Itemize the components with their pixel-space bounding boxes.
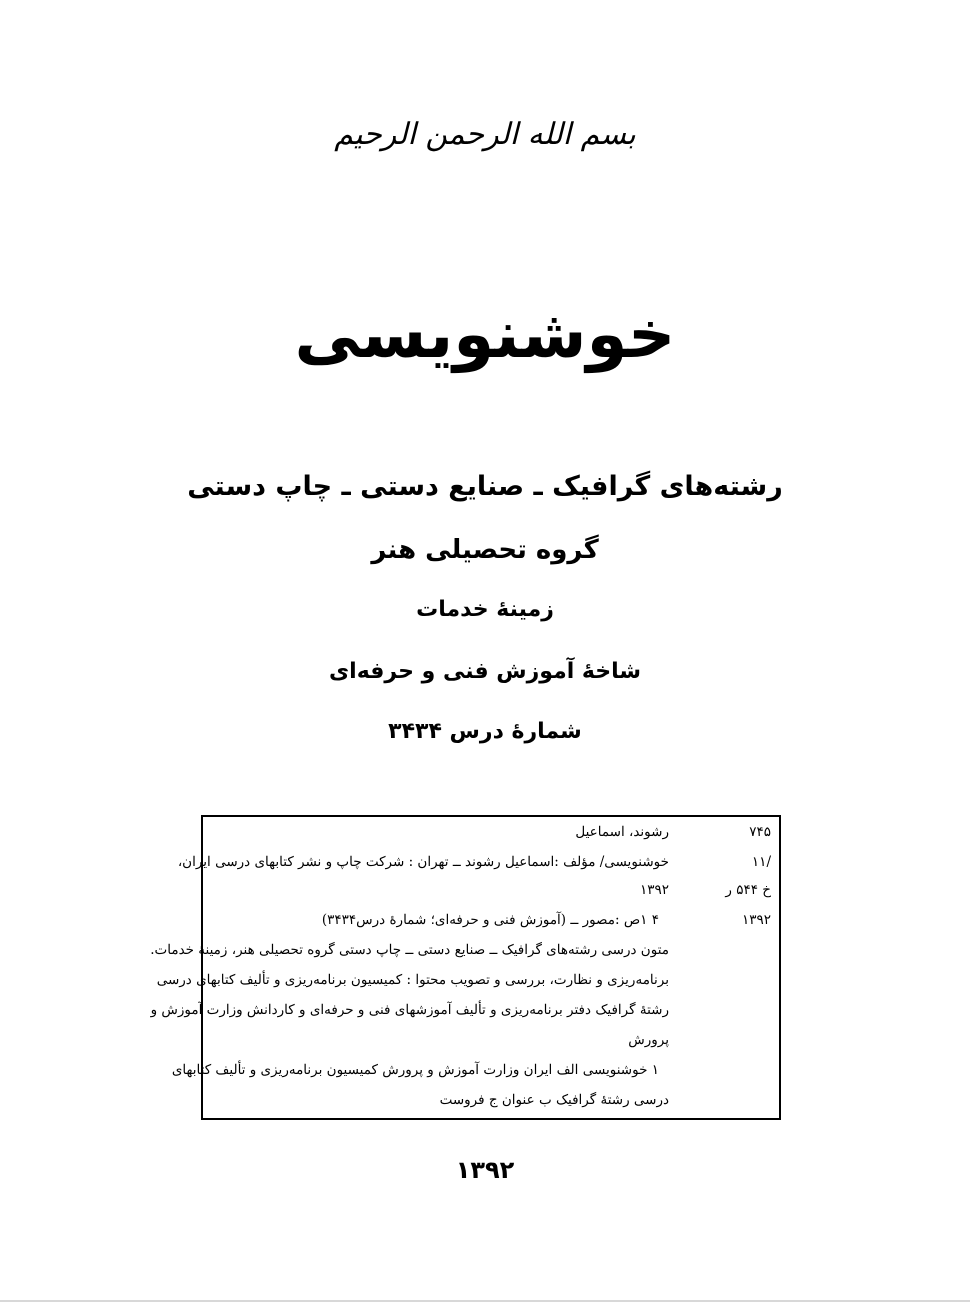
catalog-text: متون درسی رشته‌های گرافیک ــ صنایع دستی ــ چاپ دستی گروه تحصیلی هنر، زمینهٔ خدمات. — [150, 942, 669, 958]
catalog-code: /۱۱ — [751, 854, 771, 870]
catalog-row — [150, 995, 779, 1025]
subtitle-study-group: گروه تحصیلی هنر — [371, 535, 599, 565]
subtitle-course-number: شمارهٔ درس ۳۴۳۴ — [388, 719, 582, 744]
subtitle-branch: شاخهٔ آموزش فنی و حرفه‌ای — [328, 659, 642, 684]
catalog-row — [156, 965, 779, 995]
catalog-text: رشوند، اسماعیل — [575, 824, 669, 840]
book-title: خوشنویسی — [294, 296, 676, 373]
page-bottom-edge — [0, 1300, 970, 1302]
catalog-row — [203, 875, 779, 905]
catalog-row — [171, 1055, 779, 1085]
catalog-text: پرورش — [628, 1032, 669, 1048]
catalog-row — [203, 1025, 779, 1055]
catalog-text: ۴ ۱ص :مصور ــ (آموزش فنی و حرفه‌ای؛ شمارهٔ درس۳۴۳۴) — [321, 912, 659, 928]
catalog-row — [203, 905, 779, 935]
bismillah-calligraphy: بسم الله الرحمن الرحیم — [334, 117, 636, 152]
catalog-text: رشتهٔ گرافیک دفتر برنامه‌ریزی و تألیف آموزشهای فنی و حرفه‌ای و کاردانش وزارت آموزش و — [150, 1002, 669, 1018]
catalog-text: درسی رشتهٔ گرافیک ب عنوان ج فروست — [439, 1092, 669, 1108]
catalog-code: ۱۳۹۲ — [741, 912, 771, 928]
catalog-text: ۱۳۹۲ — [639, 882, 669, 898]
catalog-record-box — [150, 815, 781, 1120]
catalog-code: ۷۴۵ — [749, 824, 771, 840]
catalog-row — [203, 817, 779, 847]
catalog-code: خ ۵۴۴ ر — [725, 882, 771, 898]
subtitle-fields: رشته‌های گرافیک ـ صنایع دستی ـ چاپ دستی — [187, 471, 783, 502]
subtitle-area: زمینهٔ خدمات — [416, 597, 554, 622]
catalog-row — [177, 847, 779, 877]
catalog-text: ۱ خوشنویسی الف ایران وزارت آموزش و پرورش کمیسیون برنامه‌ریزی و تألیف کتابهای — [171, 1062, 659, 1078]
catalog-text: خوشنویسی/ مؤلف :اسماعیل رشوند ــ تهران : شرکت چاپ و نشر کتابهای درسی ایران، — [177, 854, 669, 870]
catalog-row — [203, 1085, 779, 1115]
catalog-row — [150, 935, 779, 965]
publication-year: ۱۳۹۲ — [455, 1156, 515, 1184]
catalog-text: برنامه‌ریزی و نظارت، بررسی و تصویب محتوا : کمیسیون برنامه‌ریزی و تألیف کتابهای درسی — [156, 972, 669, 988]
